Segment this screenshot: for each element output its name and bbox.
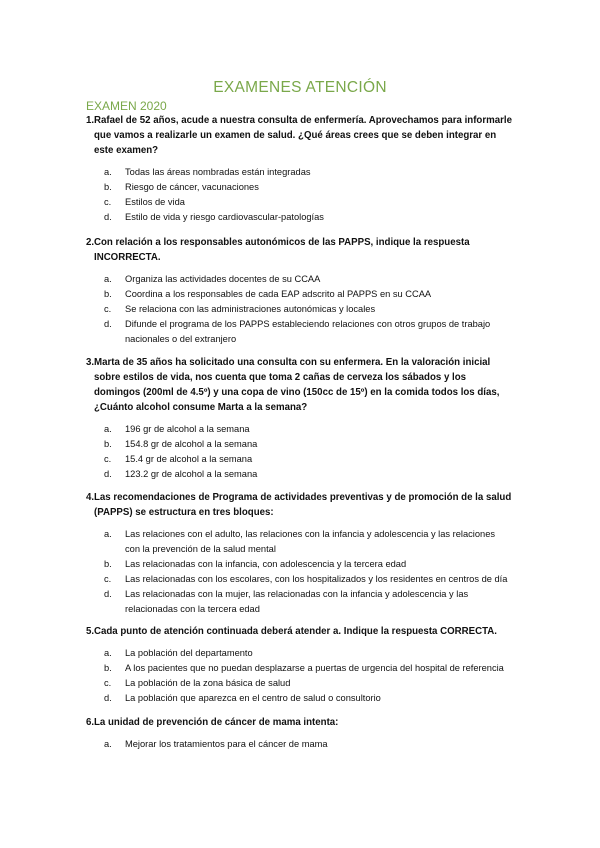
option-text: Difunde el programa de los PAPPS estableciendo relaciones con otros grupos de trabajo nacionales o del extranjero: [125, 319, 491, 344]
page-title: EXAMENES ATENCIÓN: [213, 79, 387, 96]
option-text: 196 gr de alcohol a la semana: [125, 424, 250, 434]
option-letter: a.: [104, 424, 112, 434]
question-number: 1.: [86, 115, 95, 126]
option-text: Mejorar los tratamientos para el cáncer de mama: [125, 739, 328, 749]
option-text: La población del departamento: [125, 648, 253, 658]
question-text: [86, 113, 514, 158]
option-letter: d.: [104, 693, 112, 703]
answer-option: [86, 180, 514, 195]
answer-option: [86, 661, 514, 676]
option-text: La población que aparezca en el centro de salud o consultorio: [125, 693, 381, 703]
option-text: Todas las áreas nombradas están integradas: [125, 167, 311, 177]
option-letter: b.: [104, 289, 112, 299]
option-text: Riesgo de cáncer, vacunaciones: [125, 182, 259, 192]
question-5: [86, 624, 514, 706]
question-body: Marta de 35 años ha solicitado una consulta con su enfermera. En la valoración inicial sobre estilos de vida, nos cuenta que toma 2 cañas de cerveza los sábados y los domingos (200ml de 4.5º) y una copa de vino (150cc de 15º) en la comida todos los días, ¿Cuánto alcohol consume Marta a la semana?: [94, 357, 500, 413]
option-text: 123.2 gr de alcohol a la semana: [125, 469, 258, 479]
answer-options: [86, 646, 514, 706]
option-letter: a.: [104, 648, 112, 658]
answer-option: [86, 452, 514, 467]
option-text: Organiza las actividades docentes de su CCAA: [125, 274, 321, 284]
answer-option: [86, 676, 514, 691]
option-text: Las relaciones con el adulto, las relaciones con la infancia y adolescencia y las relaciones con la prevención de la salud mental: [125, 529, 496, 554]
option-text: Las relacionadas con la mujer, las relacionadas con la infancia y adolescencia y las relacionadas con la tercera edad: [125, 589, 469, 614]
answer-option: [86, 691, 514, 706]
answer-options: [86, 165, 514, 225]
question-number: 6.: [86, 717, 95, 728]
answer-option: [86, 557, 514, 572]
answer-option: [86, 195, 514, 210]
question-body: Rafael de 52 años, acude a nuestra consulta de enfermería. Aprovechamos para informarle que vamos a realizarle un examen de salud. ¿Qué áreas crees que se deben integrar en este examen?: [94, 115, 512, 156]
question-1: [86, 113, 514, 225]
question-6: [86, 715, 514, 752]
answer-option: [86, 646, 514, 661]
option-letter: b.: [104, 439, 112, 449]
option-letter: d.: [104, 589, 112, 599]
option-letter: d.: [104, 469, 112, 479]
option-text: A los pacientes que no puedan desplazarse a puertas de urgencia del hospital de referencia: [125, 663, 504, 673]
answer-option: [86, 587, 514, 617]
section-heading: EXAMEN 2020: [86, 99, 167, 113]
answer-option: [86, 317, 514, 347]
option-text: Coordina a los responsables de cada EAP adscrito al PAPPS en su CCAA: [125, 289, 432, 299]
option-text: La población de la zona básica de salud: [125, 678, 291, 688]
answer-options: [86, 527, 514, 617]
option-text: 15.4 gr de alcohol a la semana: [125, 454, 253, 464]
question-text: [86, 715, 514, 730]
question-text: [86, 235, 514, 265]
question-body: Las recomendaciones de Programa de actividades preventivas y de promoción de la salud (PAPPS) se estructura en tres bloques:: [94, 492, 512, 518]
answer-option: [86, 422, 514, 437]
option-text: Las relacionadas con los escolares, con los hospitalizados y los residentes en centros de día: [125, 574, 508, 584]
option-letter: c.: [104, 197, 112, 207]
answer-options: [86, 737, 514, 752]
option-letter: a.: [104, 274, 112, 284]
answer-option: [86, 572, 514, 587]
question-body: La unidad de prevención de cáncer de mama intenta:: [94, 717, 339, 728]
answer-option: [86, 302, 514, 317]
option-letter: c.: [104, 454, 112, 464]
option-letter: c.: [104, 304, 112, 314]
answer-option: [86, 437, 514, 452]
question-list: [86, 113, 514, 752]
option-letter: b.: [104, 663, 112, 673]
answer-option: [86, 210, 514, 225]
answer-option: [86, 272, 514, 287]
option-text: Estilo de vida y riesgo cardiovascular-patologías: [125, 212, 324, 222]
question-number: 4.: [86, 492, 95, 503]
question-number: 3.: [86, 357, 95, 368]
answer-option: [86, 165, 514, 180]
option-letter: d.: [104, 212, 112, 222]
question-body: Cada punto de atención continuada deberá atender a. Indique la respuesta CORRECTA.: [94, 626, 497, 637]
question-text: [86, 355, 514, 415]
option-letter: b.: [104, 559, 112, 569]
question-text: [86, 490, 514, 520]
option-letter: a.: [104, 167, 112, 177]
answer-option: [86, 527, 514, 557]
option-letter: a.: [104, 529, 112, 539]
option-letter: c.: [104, 678, 112, 688]
option-text: Estilos de vida: [125, 197, 185, 207]
answer-option: [86, 287, 514, 302]
answer-options: [86, 272, 514, 347]
option-letter: d.: [104, 319, 112, 329]
answer-options: [86, 422, 514, 482]
option-text: 154.8 gr de alcohol a la semana: [125, 439, 258, 449]
option-text: Las relacionadas con la infancia, con adolescencia y la tercera edad: [125, 559, 407, 569]
answer-option: [86, 737, 514, 752]
option-letter: c.: [104, 574, 112, 584]
question-4: [86, 490, 514, 617]
question-text: [86, 624, 514, 639]
option-text: Se relaciona con las administraciones autonómicas y locales: [125, 304, 376, 314]
answer-option: [86, 467, 514, 482]
option-letter: a.: [104, 739, 112, 749]
question-2: [86, 235, 514, 347]
option-letter: b.: [104, 182, 112, 192]
question-body: Con relación a los responsables autonómicos de las PAPPS, indique la respuesta INCORRECTA.: [94, 237, 470, 263]
question-3: [86, 355, 514, 482]
question-number: 5.: [86, 626, 95, 637]
question-number: 2.: [86, 237, 95, 248]
